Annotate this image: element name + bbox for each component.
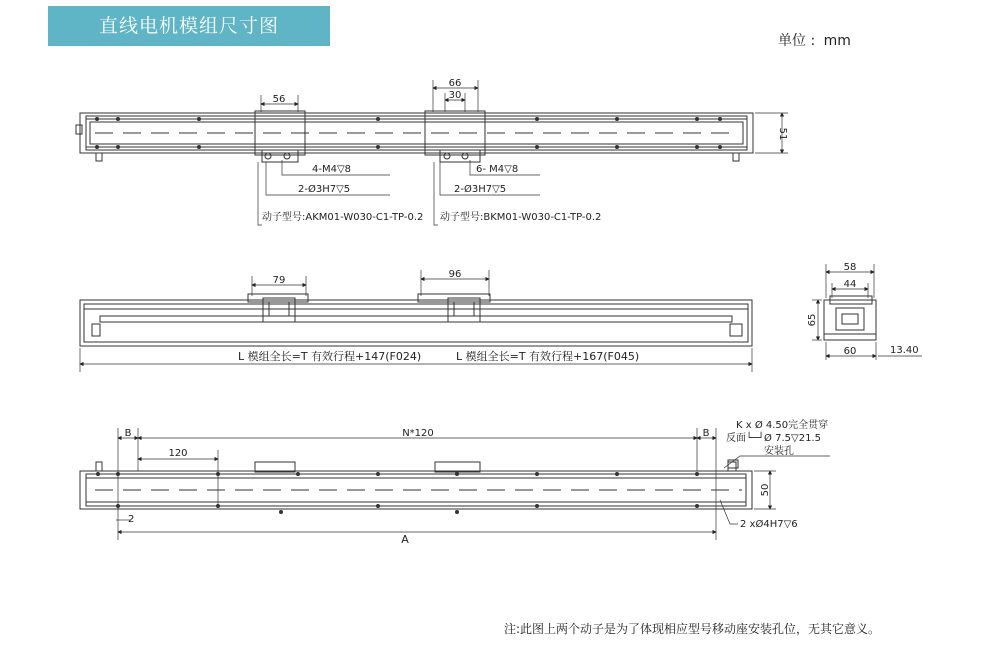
dim-50-label: 50 <box>760 483 771 497</box>
pin-label: 2 xØ4H7▽6 <box>740 519 798 530</box>
left-model-label: 动子型号:AKM01-W030-C1-TP-0.2 <box>262 212 424 223</box>
hole-label: 安装孔 <box>764 446 794 457</box>
dim-b-right-label: B <box>702 428 710 439</box>
right-pin-label: 2-Ø3H7▽5 <box>454 184 507 195</box>
dim-58-label: 58 <box>843 262 857 273</box>
hole-counter-label: 反面└─┘Ø 7.5▽21.5 <box>726 433 821 444</box>
dim-1340-label: 13.40 <box>890 345 919 356</box>
dim-a-label: A <box>401 533 409 546</box>
dim-66-label: 66 <box>448 78 462 89</box>
footnote: 注:此图上两个动子是为了体现相应型号移动座安装孔位，无其它意义。 <box>504 622 881 636</box>
length-right-label: L 模组全长=T 有效行程+167(F045) <box>456 350 640 363</box>
dim-120-label: 120 <box>168 448 188 459</box>
unit-sep: : <box>810 33 816 49</box>
left-thread-label: 4-M4▽8 <box>312 164 352 175</box>
dim-79-label: 79 <box>272 275 286 286</box>
right-thread-label: 6- M4▽8 <box>476 164 519 175</box>
dim-n120-label: N*120 <box>402 428 434 439</box>
dim-44-label: 44 <box>843 279 857 290</box>
unit-name: 单位 <box>778 33 806 49</box>
page-title: 直线电机模组尺寸图 <box>98 15 279 37</box>
dim-30-label: 30 <box>448 90 462 101</box>
unit-value: mm <box>823 33 851 49</box>
right-model-label: 动子型号:BKM01-W030-C1-TP-0.2 <box>440 212 602 223</box>
length-left-label: L 模组全长=T 有效行程+147(F024) <box>238 350 422 363</box>
left-pin-label: 2-Ø3H7▽5 <box>298 184 351 195</box>
dim-2-label: 2 <box>128 514 135 525</box>
dim-51-label: 51 <box>777 127 788 141</box>
dim-96-label: 96 <box>448 269 462 280</box>
top-view <box>76 80 788 225</box>
bottom-view <box>80 428 830 540</box>
dim-56-label: 56 <box>272 94 286 105</box>
dim-b-left-label: B <box>124 428 132 439</box>
dim-65-label: 65 <box>807 313 818 327</box>
hole-through-label: K x Ø 4.50完全贯穿 <box>736 420 829 431</box>
dim-60-label: 60 <box>843 346 857 357</box>
